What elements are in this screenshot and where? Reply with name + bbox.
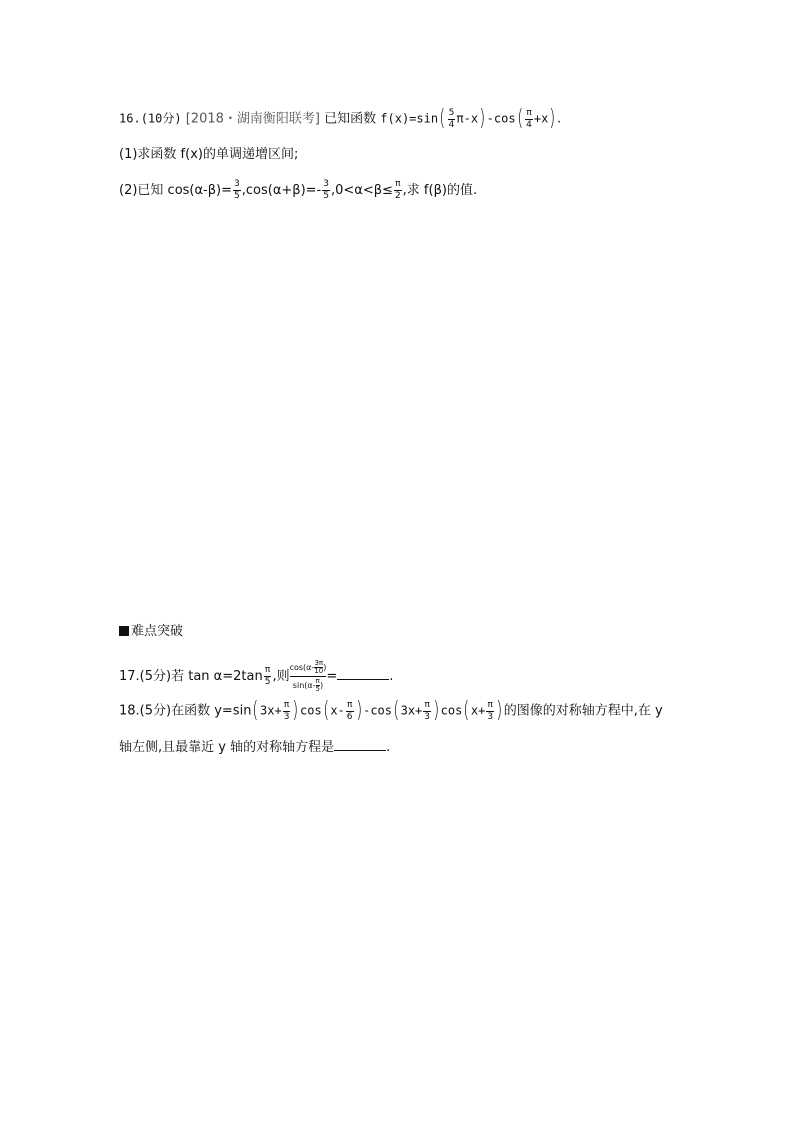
- q18-arg3: 3x+: [400, 703, 423, 718]
- q17-eq: =: [326, 669, 338, 684]
- square-bullet-icon: [119, 626, 129, 636]
- q16-part2-a: (2)已知 cos(α-β)=: [119, 183, 233, 198]
- q17-ratio: cos(α- $\frac{3\pi}{10}$ ) sin(α- $\frac{\pi}{5}$ ): [289, 659, 327, 693]
- q18-cos1: cos: [300, 703, 322, 718]
- q18-arg1: 3x+: [260, 703, 282, 718]
- q16-frac2: $\frac{\pi}{4}$: [526, 107, 532, 130]
- q18-line2: [119, 738, 390, 758]
- q16-part2-b: ,cos(α+β)=-: [241, 183, 322, 198]
- q16-part2-frac1: $\frac{3}{5}$: [234, 179, 240, 201]
- q17-answer-blank[interactable]: [337, 667, 389, 680]
- q16-part1: [119, 145, 298, 165]
- q16-expr-tail: +x: [533, 111, 549, 126]
- q18-line2-text: 轴左侧,且最靠近 y 轴的对称轴方程是: [119, 740, 335, 755]
- q16-points: (10分): [140, 111, 182, 126]
- q16-expr-mid: π-x: [456, 111, 479, 126]
- q16-part2-frac2: $\frac{3}{5}$: [323, 179, 329, 201]
- q17-frac: $\frac{\pi}{5}$: [264, 665, 271, 687]
- q16-intro: 已知函数: [324, 111, 377, 127]
- q16-frac1: $\frac{5}{4}$: [448, 107, 455, 130]
- q16-part2-c: ,0<α<β≤: [330, 183, 393, 198]
- q18-arg2: x-: [330, 703, 345, 718]
- q17-end: .: [389, 669, 394, 684]
- q16-f-lhs: f(x)=sin: [380, 111, 439, 126]
- q18-frac1: $\frac{\pi}{3}$: [283, 699, 290, 722]
- q18-tail: 的图像的对称轴方程中,在 y: [503, 703, 663, 719]
- q18-cos2: cos: [440, 703, 463, 718]
- q18-prefix: 18.(5分)在函数 y=sin: [119, 703, 252, 719]
- q18-frac2: $\frac{\pi}{6}$: [346, 699, 353, 722]
- q17-then: ,则: [272, 669, 290, 684]
- q16-part2-d: ,求 f(β)的值.: [402, 183, 478, 198]
- q16-source: [2018・湖南衡阳联考]: [185, 111, 320, 127]
- q18-answer-blank[interactable]: [334, 738, 386, 751]
- q18-frac3: $\frac{\pi}{3}$: [424, 699, 431, 722]
- q16-end: .: [556, 111, 562, 127]
- q16-part1-text: (1)求函数 f(x)的单调递增区间;: [119, 147, 299, 162]
- q18-end: .: [386, 740, 391, 755]
- q16-line1: 16.(10分) [2018・湖南衡阳联考] 已知函数 f(x)=sin( $\frac{5}{4}$ π-x)-cos( $\frac{\pi}{4}$ +x).: [119, 106, 562, 131]
- section-title: 难点突破: [131, 624, 184, 639]
- q16-part2-frac3: $\frac{\pi}{2}$: [394, 179, 401, 201]
- section-heading: [119, 622, 183, 642]
- q18-frac4: $\frac{\pi}{3}$: [487, 699, 494, 722]
- q16-minus-cos: -cos: [486, 111, 516, 126]
- q17-line: [119, 660, 393, 693]
- q16-part2: [119, 180, 477, 201]
- q18-line1: 18.(5分)在函数 y=sin(3x+ $\frac{\pi}{3}$ )cos(x- $\frac{\pi}{6}$ )-cos(3x+ $\frac{\pi}{3}$ )cos(x+ $\frac{\pi}{3}$ )的图像的对称轴方程中,在 y: [119, 698, 663, 723]
- q18-minus-cos: -cos: [363, 703, 393, 718]
- q17-prefix: 17.(5分)若 tan α=2tan: [119, 669, 263, 684]
- q16-number: 16.: [119, 111, 141, 126]
- q18-arg4: x+: [470, 703, 486, 718]
